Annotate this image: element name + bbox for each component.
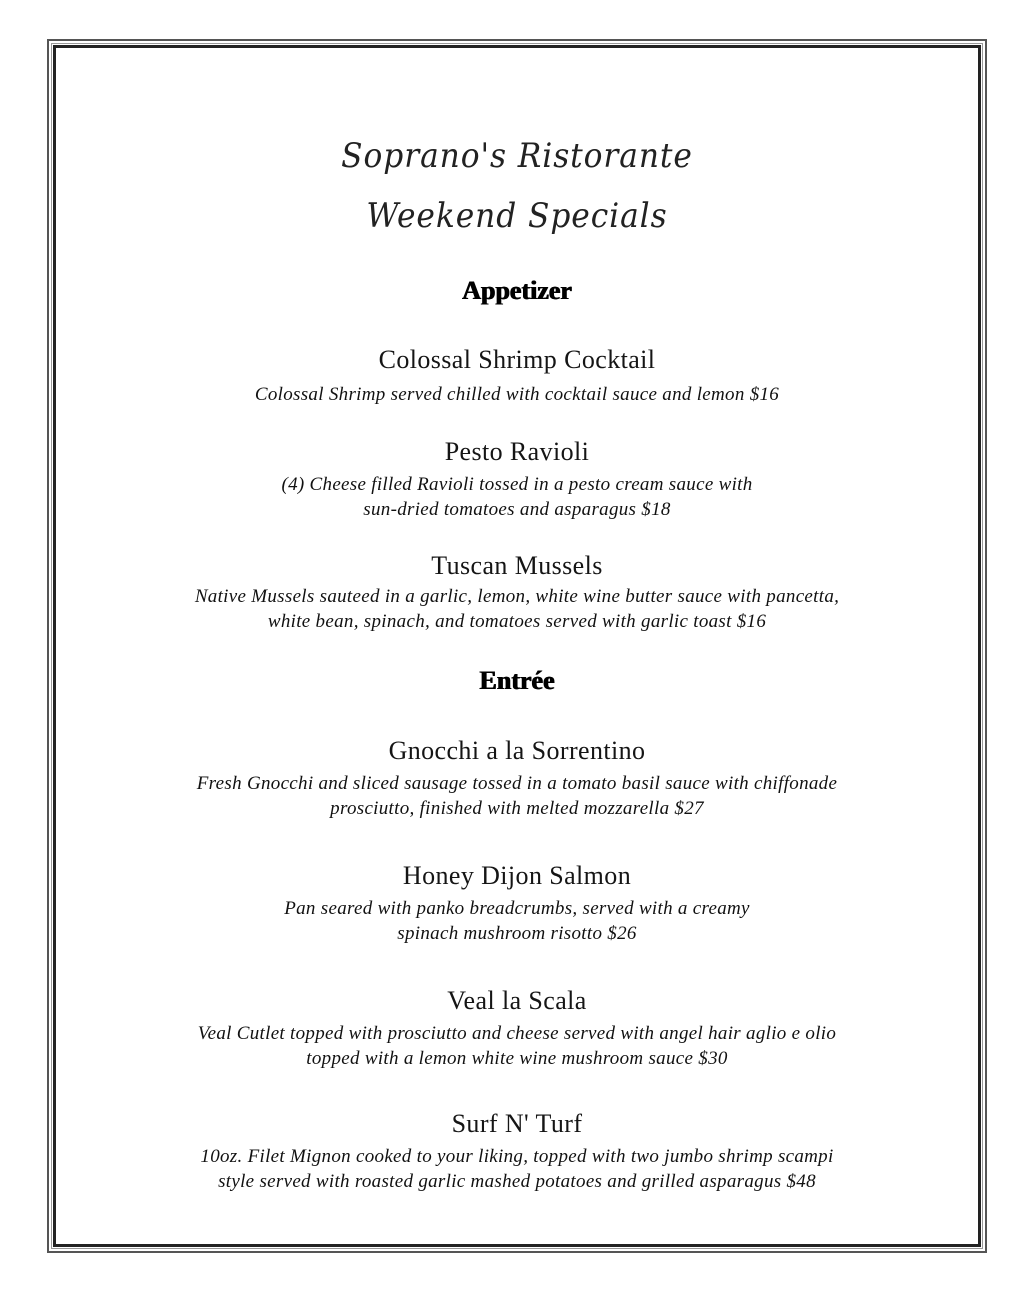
- item-name-veal-la-scala: Veal la Scala: [447, 986, 587, 1015]
- section-heading-appetizer: Appetizer: [462, 276, 572, 305]
- description-line: Colossal Shrimp served chilled with cocktail sauce and lemon $16: [254, 384, 780, 405]
- item-description-tuscan-mussels: [56, 584, 978, 634]
- item-name-pesto-ravioli: Pesto Ravioli: [444, 437, 590, 466]
- description-line: spinach mushroom risotto $26: [397, 923, 637, 944]
- item-name-colossal-shrimp-cocktail: Colossal Shrimp Cocktail: [378, 345, 656, 374]
- description-line: 10oz. Filet Mignon cooked to your liking, topped with two jumbo shrimp scampi: [200, 1146, 834, 1167]
- description-line: white bean, spinach, and tomatoes served with garlic toast $16: [267, 611, 767, 632]
- description-line: Fresh Gnocchi and sliced sausage tossed in a tomato basil sauce with chiffonade: [196, 773, 838, 794]
- menu-subtitle: Weekend Specials: [366, 196, 668, 236]
- description-line: Veal Cutlet topped with prosciutto and cheese served with angel hair aglio e olio: [197, 1023, 837, 1044]
- item-name-honey-dijon-salmon: Honey Dijon Salmon: [402, 861, 632, 890]
- item-description-pesto-ravioli: [56, 472, 978, 522]
- item-description-surf-n-turf: [56, 1144, 978, 1194]
- section-heading-entree: Entrée: [479, 666, 555, 695]
- description-line: topped with a lemon white wine mushroom sauce $30: [306, 1048, 728, 1069]
- description-line: Native Mussels sauteed in a garlic, lemon, white wine butter sauce with pancetta,: [194, 586, 840, 607]
- item-description-gnocchi-a-la-sorrentino: [56, 771, 978, 821]
- menu-border-inner: [53, 45, 981, 1247]
- item-description-colossal-shrimp-cocktail: [56, 382, 978, 407]
- description-line: prosciutto, finished with melted mozzarella $27: [330, 798, 704, 819]
- restaurant-name: Soprano's Ristorante: [341, 136, 693, 176]
- description-line: sun-dried tomatoes and asparagus $18: [363, 499, 671, 520]
- item-name-surf-n-turf: Surf N' Turf: [451, 1109, 583, 1138]
- item-name-gnocchi-a-la-sorrentino: Gnocchi a la Sorrentino: [388, 736, 646, 765]
- item-description-veal-la-scala: [56, 1021, 978, 1071]
- description-line: (4) Cheese filled Ravioli tossed in a pesto cream sauce with: [281, 474, 753, 495]
- description-line: Pan seared with panko breadcrumbs, served with a creamy: [284, 898, 750, 919]
- item-name-tuscan-mussels: Tuscan Mussels: [431, 551, 603, 580]
- menu-border-outer: [47, 39, 987, 1253]
- item-description-honey-dijon-salmon: [56, 896, 978, 946]
- description-line: style served with roasted garlic mashed potatoes and grilled asparagus $48: [218, 1171, 816, 1192]
